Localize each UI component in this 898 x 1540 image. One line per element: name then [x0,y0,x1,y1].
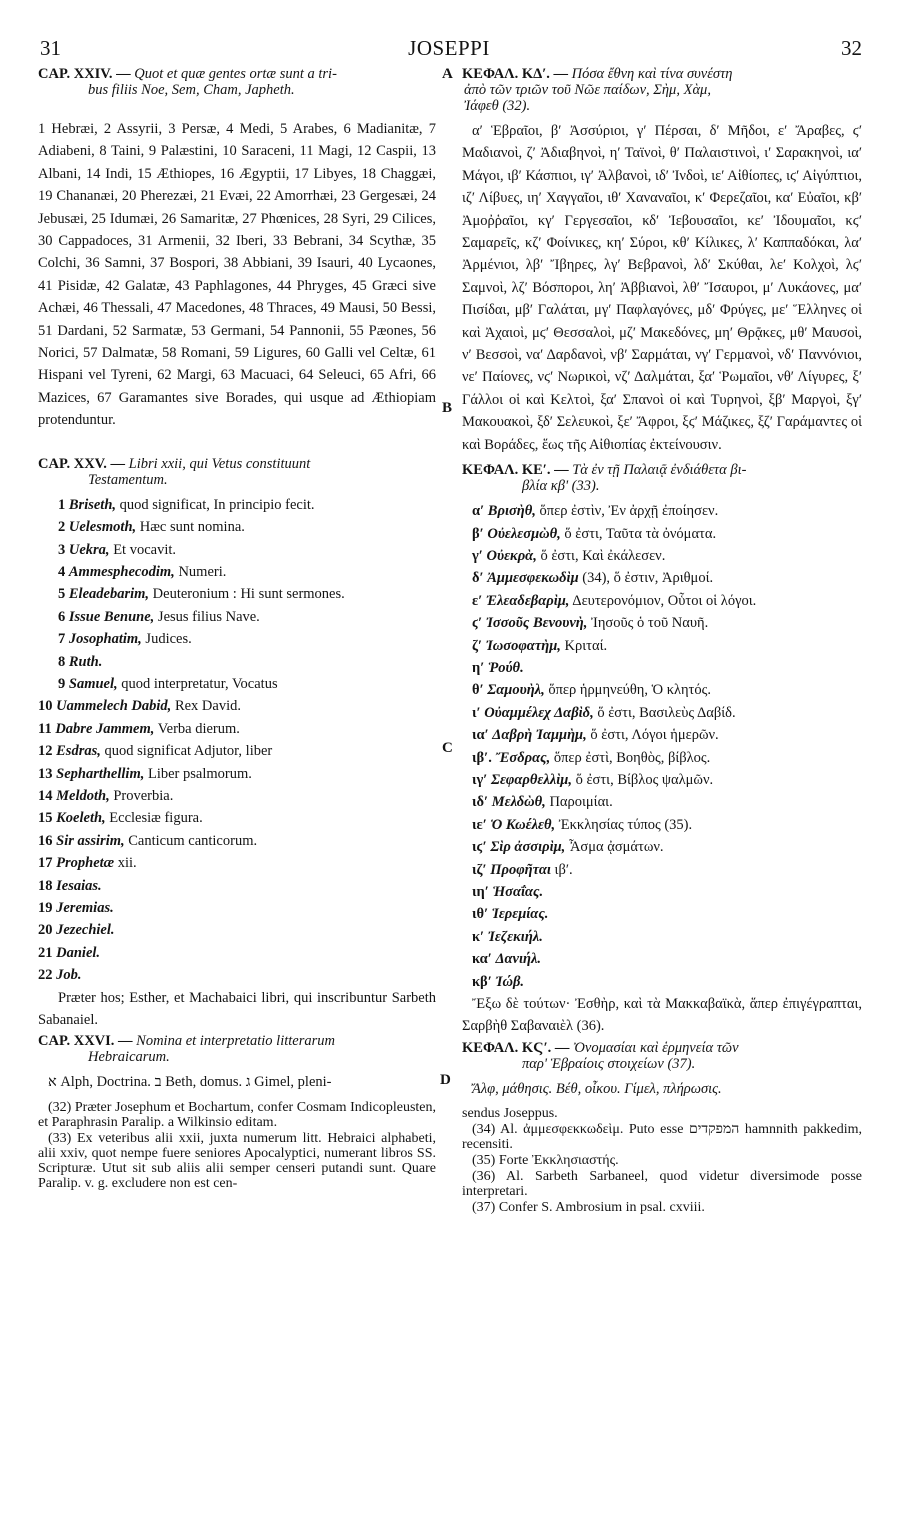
footnote: (36) Al. Sarbeth Sarbaneel, quod videtur diversimode posse interpretari. [462,1169,862,1200]
book-entry [38,875,436,897]
book-number: ιηʹ [472,884,489,900]
book-name: Uekra, [68,541,110,558]
chapter-title: Quot et quæ gentes ortæ sunt a tri- [134,66,337,82]
book-number: 6 [58,608,66,625]
alphabet-line-greek: Ἄλφ, μάθησις. Βέθ, οἶκου. Γίμελ, πλήρωσις. [472,1080,722,1097]
book-entry [38,695,436,717]
book-meaning: ὅ ἐστι, Λόγοι ἡμερῶν. [586,727,719,744]
book-name: Koeleth, [56,810,106,827]
chapter-title-cont [462,98,862,114]
book-name: Uelesmoth, [68,519,137,536]
book-name: Βρισὴθ, [487,503,536,520]
book-meaning: Hæc sunt nomina. [136,519,245,536]
book-entry [38,830,436,852]
book-number: αʹ [472,503,485,520]
book-meaning: xii. [114,855,137,872]
chapter-label: CAP. XXVI. — [38,1033,133,1050]
book-name: Ruth. [68,653,103,670]
margin-letter-d: D [440,1072,451,1088]
margin-letter-b: B [442,400,453,416]
book-number: θʹ [472,682,484,699]
chapter-title-cont [462,1056,862,1072]
book-entry [462,500,862,522]
chapter-heading-26-greek [462,1040,862,1056]
book-number: κβʹ [472,973,492,990]
book-name: Ἰεζεκιήλ. [487,928,543,945]
book-number: 5 [58,586,66,603]
book-name: Οὐαμμέλεχ Δαβὶδ, [484,704,594,721]
book-meaning: Ecclesiæ figura. [105,810,203,827]
book-name: Josophatim, [68,631,142,648]
book-entry [38,919,436,941]
chapter-title: Ὀνομασίαι καὶ ἑρμηνεία τῶν [573,1039,739,1056]
book-name: Briseth, [68,496,117,513]
book-meaning: Canticum canticorum. [124,832,258,849]
footnote: (33) Ex veteribus alii xxii, juxta numerum litt. Hebraici alphabeti, alii xxiv, quot nempe fuere seniores Apocalyptici, numerant libros SS. Scripturæ. Utut sit sub aliis alii semper censeri putandi sunt. Quare Paralip. v. g. excludere non est cen- [38,1130,436,1191]
page-number-right: 32 [841,36,862,60]
book-meaning: Judices. [141,631,192,648]
book-number: 7 [58,631,66,648]
book-number: 11 [38,720,52,737]
book-name: Ἡσαΐας. [492,884,544,900]
book-name: Οὐελεσμὼθ, [487,525,561,542]
book-number: 17 [38,855,53,872]
book-entry [462,791,862,813]
book-number: ϛʹ [472,615,483,632]
chapter-title-line3: Ἰάφεθ (32). [464,98,531,114]
books-list [38,494,436,987]
book-entry [38,516,436,538]
chapter-title-line2: Testamentum. [88,471,168,488]
book-number: ιθʹ [472,906,489,923]
book-number: 4 [58,563,66,580]
book-meaning: Jesus filius Nave. [154,608,260,625]
book-entry [38,606,436,628]
book-meaning: Liber psalmorum. [144,765,252,782]
book-name: Daniel. [56,944,101,961]
book-number: καʹ [472,951,492,968]
footnote: sendus Joseppus. [462,1106,558,1122]
book-number: ηʹ [472,659,485,676]
chapter-title-cont [38,82,436,98]
book-name: Σὶρ ἀσσιρὶμ, [490,839,566,856]
book-meaning: Ἆσμα ᾀσμάτων. [565,839,664,856]
book-name: Dabre Jammem, [55,720,155,737]
footnote: (32) Præter Josephum et Bochartum, confer Cosmam Indicopleusten, et Paraphrasin Paralip. a Wilkinsio editam. [38,1099,436,1130]
book-name: Ammesphecodim, [68,563,175,580]
book-number: εʹ [472,592,483,609]
book-entry [38,807,436,829]
footnote: (35) Forte Ἐκκλησιαστής. [472,1153,619,1169]
book-name: Ἐλεαδεβαρὶμ, [485,592,570,609]
chapter-label: CAP. XXV. — [38,455,126,472]
book-meaning: ὅ ἐστι, Βασιλεὺς Δαβίδ. [593,704,736,721]
book-entry [38,763,436,785]
page-number-left: 31 [40,36,61,60]
book-name: Ἀμμεσφεκωδὶμ [487,570,579,587]
book-number: ιδʹ [472,794,489,811]
chapter-title-line2: bus filiis Noe, Sem, Cham, Japheth. [88,82,295,98]
chapter-title-cont [38,1049,436,1065]
book-name: Prophetæ [56,855,115,872]
margin-letter-c: C [442,740,453,756]
book-meaning: Deuteronium : Hi sunt sermones. [149,586,345,603]
book-name: Σαμουὴλ, [487,682,545,699]
chapter-label: ΚΕΦΑΛ. ΚϚʹ. — [462,1039,570,1056]
book-entry [462,545,862,567]
book-entry [462,881,862,903]
book-entry [38,718,436,740]
book-entry [38,852,436,874]
book-number: 20 [38,922,53,939]
book-meaning: ὅπερ ἐστὶν, Ἐν ἀρχῇ ἐποίησεν. [535,503,719,520]
book-number: ιεʹ [472,816,487,833]
book-name: Eleadebarim, [68,586,150,603]
book-entry [462,903,862,925]
footnotes-right [462,1106,862,1215]
book-name: Ἔσδρας, [495,749,551,766]
book-entry [38,539,436,561]
book-name: Sir assirim, [56,832,125,849]
book-meaning: Ἰησοῦς ὁ τοῦ Ναυῆ. [587,615,709,632]
book-entry [462,971,862,993]
book-entry [38,740,436,762]
book-number: 10 [38,698,53,715]
book-name: Ἰωσοφατὴμ, [485,637,561,654]
book-meaning: (34), ὅ ἐστιν, Ἀριθμοί. [578,570,714,587]
chapter-title: Πόσα ἔθνη καὶ τίνα συνέστη [571,66,733,82]
nations-list: 1 Hebræi, 2 Assyrii, 3 Persæ, 4 Medi, 5 Arabes, 6 Madianitæ, 7 Adiabeni, 8 Taini, 9 Palæstini, 10 Saraceni, 11 Magi, 12 Caspii, 13 Albani, 14 Indi, 15 Æthiopes, 16 Ægyptii, 17 Libyes, 18 Chaggæi, 19 Chananæi, 20 Pherezæi, 21 Evæi, 22 Amorrhæi, 23 Gergesæi, 24 Jebusæi, 25 Idumæi, 26 Samaritæ, 27 Phœnices, 28 Syri, 29 Cilices, 30 Cappadoces, 31 Armenii, 32 Iberi, 33 Bebrani, 34 Scythæ, 35 Colchi, 36 Samni, 37 Bospori, 38 Abbiani, 39 Isauri, 40 Lycaones, 41 Pisidæ, 42 Galatæ, 43 Paphlagones, 44 Phryges, 45 Græci sive Achæi, 46 Thessali, 47 Macedones, 48 Thraces, 49 Mausi, 50 Bessi, 51 Dardani, 52 Sarmatæ, 53 Germani, 54 Pannonii, 55 Pæones, 56 Norici, 57 Dalmatæ, 58 Romani, 59 Ligures, 60 Galli vel Celtæ, 61 Hispani vel Tyreni, 62 Margi, 63 Macuaci, 64 Seleuci, 65 Afri, 66 Mazices, 67 Garamantes sive Borades, qui usque ad Æthiopiam protenduntur. [38,121,436,429]
book-meaning: quod interpretatur, Vocatus [117,675,278,692]
book-entry [462,836,862,858]
book-name: Jeremias. [56,900,114,916]
chapter-label: ΚΕΦΑΛ. ΚΕʹ. — [462,462,569,479]
book-name: Sepharthellim, [56,765,145,782]
chapter-title: Nomina et interpretatio litterarum [136,1033,335,1050]
latin-column [38,66,436,1192]
book-meaning: Proverbia. [109,787,174,804]
book-entry [462,567,862,589]
book-number: 15 [38,810,53,827]
book-number: βʹ [472,525,484,542]
book-entry [38,785,436,807]
book-entry [462,926,862,948]
book-entry [462,948,862,970]
book-number: ιβʹ. [472,749,492,766]
book-entry [462,702,862,724]
chapter-title-line2: ἀπὸ τῶν τριῶν τοῦ Νῶε παίδων, Σὴμ, Χὰμ, [464,82,711,98]
book-meaning: ὅ ἐστι, Βίβλος ψαλμῶν. [571,771,714,788]
book-number: 19 [38,900,53,916]
footnote: (37) Confer S. Ambrosium in psal. cxviii. [472,1200,705,1216]
book-number: ιʹ [472,704,481,721]
chapter-title-line2: βλία κβʹ (33). [522,478,600,495]
chapter-title-line2: παρ' Ἑβραίοις στοιχείων (37). [522,1055,696,1072]
book-entry [462,679,862,701]
book-name: Samuel, [68,675,118,692]
book-number: 1 [58,496,66,513]
book-name: Meldoth, [56,787,110,804]
books-list-greek [462,500,862,993]
book-number: 18 [38,877,53,894]
exo-paragraph: Ἔξω δὲ τούτων· Ἐσθὴρ, καὶ τὰ Μακκαβαϊκὰ, ἅπερ ἐπιγέγραπται, Σαρβὴθ Σαβαναιὲλ (36). [462,996,862,1035]
book-name: Σεφαρθελλὶμ, [490,771,572,788]
book-name: Esdras, [56,743,101,760]
chapter-label: CAP. XXIV. — [38,66,131,82]
book-name: Δαβρὴ Ἰαμμὴμ, [492,727,587,744]
praeter-paragraph: Præter hos; Esther, et Machabaici libri, qui inscribuntur Sarbeth Sabanaiel. [38,989,436,1029]
book-number: 3 [58,541,66,558]
book-name: Jezechiel. [56,922,115,939]
chapter-heading-25 [38,456,436,472]
book-name: Job. [56,967,82,984]
running-header [0,36,898,62]
alphabet-line: א Alph, Doctrina. ב Beth, domus. ג Gimel, pleni- [48,1074,332,1091]
book-entry [38,651,436,673]
book-name: Iesaias. [56,877,102,894]
chapter-label: ΚΕΦΑΛ. ΚΔʹ. — [462,66,569,82]
chapter-title-cont [38,472,436,488]
footnotes-left [38,1100,436,1191]
book-entry [38,561,436,583]
book-number: 13 [38,765,53,782]
book-name: Ἰσσοῦς Βενουνὴ, [485,615,588,632]
book-name: Ἱερεμίας. [491,906,549,923]
book-meaning: Ἐκκλησίας τύπος (35). [555,816,693,833]
book-number: 2 [58,519,66,536]
book-name: Μελδὼθ, [491,794,546,811]
book-number: 22 [38,967,53,984]
running-title: JOSEPPI [408,36,490,60]
chapter-title: Τὰ ἐν τῇ Παλαιᾷ ἐνδιάθετα βι- [572,462,747,479]
book-meaning: Κριταί. [560,637,608,654]
book-number: ιγʹ [472,771,488,788]
book-entry [462,769,862,791]
book-name: Uammelech Dabid, [56,698,172,715]
chapter-heading-26 [38,1033,436,1049]
chapter-title-cont [462,82,862,98]
book-number: ιζʹ [472,861,487,878]
book-number: γʹ [472,547,483,564]
book-meaning: ιβʹ. [550,861,573,878]
book-entry [38,942,436,964]
book-number: κʹ [472,928,485,945]
chapter-heading-24 [38,66,436,82]
book-meaning: Numeri. [174,563,227,580]
book-entry [462,523,862,545]
margin-letter-a: A [442,66,453,82]
footnote: (34) Al. ἀμμεσφεκκωδεὶμ. Puto esse המפקדים hamnnith pakkedim, recensiti. [462,1122,863,1153]
chapter-title-line2: Hebraicarum. [88,1049,170,1066]
book-number: 9 [58,675,66,692]
book-name: Ὁ Κωέλεθ, [490,816,556,833]
book-meaning: quod significat Adjutor, liber [100,743,273,760]
book-name: Ῥούθ. [487,659,524,676]
book-entry [462,590,862,612]
book-entry [38,964,436,986]
book-entry [462,612,862,634]
book-number: δʹ [472,570,484,587]
book-entry [462,657,862,679]
book-entry [462,859,862,881]
chapter-heading-25-greek [462,462,862,478]
chapter-title: Libri xxii, qui Vetus constituunt [128,455,311,472]
book-meaning: Verba dierum. [154,720,240,737]
book-entry [462,724,862,746]
book-meaning: Δευτερονόμιον, Οὗτοι οἱ λόγοι. [569,592,757,609]
book-entry [38,897,436,919]
book-meaning: Rex David. [171,698,241,715]
book-number: 21 [38,944,53,961]
book-meaning: ὅπερ ἐστὶ, Βοηθὸς, βίβλος. [550,749,711,766]
book-meaning: ὅπερ ἡρμηνεύθη, Ὁ κλητός. [544,682,711,699]
book-meaning: ὅ ἐστι, Ταῦτα τὰ ὀνόματα. [560,525,717,542]
book-meaning: Et vocavit. [109,541,177,558]
book-entry [462,747,862,769]
greek-column [462,66,862,1216]
book-number: 12 [38,743,53,760]
book-name: Ἰώβ. [495,973,525,990]
book-entry [462,635,862,657]
book-entry [38,673,436,695]
book-number: 14 [38,787,53,804]
book-number: ζʹ [472,637,483,654]
book-entry [38,628,436,650]
book-meaning: quod significat, In principio fecit. [116,496,315,513]
book-number: ιϛʹ [472,839,487,856]
book-name: Δανιήλ. [495,951,542,968]
book-meaning: Παροιμίαι. [545,794,613,811]
book-name: Οὐεκρὰ, [486,547,537,564]
book-entry [38,583,436,605]
book-meaning: ὅ ἐστι, Καὶ ἐκάλεσεν. [536,547,666,564]
book-entry [462,814,862,836]
chapter-heading-24-greek [462,66,862,82]
book-number: 8 [58,653,66,670]
book-number: ιαʹ [472,727,489,744]
book-number: 16 [38,832,53,849]
book-name: Προφῆται [490,861,551,878]
chapter-title-cont [462,478,862,494]
nations-list-greek: αʹ Ἑβραῖοι, βʹ Ἀσσύριοι, γʹ Πέρσαι, δʹ Μῆδοι, εʹ Ἄραβες, ϛʹ Μαδιανοὶ, ζʹ Ἀδιαβηνοὶ, ηʹ Ταϊνοὶ, θʹ Παλαιστινοὶ, ιʹ Σαρακηνοὶ, ιαʹ Μάγοι, ιβʹ Κάσπιοι, ιγʹ Ἀλβανοὶ, ιδʹ Ἰνδοὶ, ιεʹ Αἰθίοπες, ιϛʹ Αἰγύπτιοι, ιζʹ Λίβυες, ιηʹ Χαγγαῖοι, ιθʹ Χαναναῖοι, κʹ Φερεζαῖοι, καʹ Εὐαῖοι, κβʹ Ἀμοῤῥαῖοι, κγʹ Γεργεσαῖοι, κδʹ Ἰεβουσαῖοι, κεʹ Ἰδουμαῖοι, κϛʹ Σαμαρεῖς, κζʹ Φοίνικες, κηʹ Σύροι, κθʹ Κίλικες, λʹ Καππαδόκαι, λαʹ Ἀρμένιοι, λβʹ Ἴβηρες, λγʹ Βεβρανοὶ, λδʹ Σκύθαι, λεʹ Κολχοὶ, λϛʹ Σαμνοὶ, λζʹ Βόσποροι, ληʹ Ἀββιανοὶ, λθʹ Ἴσαυροι, μʹ Λυκάονες, μαʹ Πισίδαι, μβʹ Γαλάται, μγʹ Παφλαγόνες, μδʹ Φρύγες, μεʹ Ἕλληνες οἱ καὶ Ἀχαιοὶ, μϛʹ Θεσσαλοὶ, μζʹ Μακεδόνες, μηʹ Θρᾷκες, μθʹ Μαυσοὶ, νʹ Βεσσοὶ, ναʹ Δαρδανοὶ, νβʹ Σαρμάται, νγʹ Γερμανοὶ, νδʹ Παννόνιοι, νεʹ Παίονες, νϛʹ Νωρικοὶ, νζʹ Δαλμάται, ξαʹ Ῥωμαῖοι, νθʹ Λίγυρες, ξʹ Γάλλοι οἱ καὶ Κελτοὶ, ξαʹ Σπανοὶ οἱ καὶ Τυρηνοὶ, ξβʹ Μαργοὶ, ξγʹ Μακουακοὶ, ξδʹ Σελευκοὶ, ξεʹ Ἄφροι, ξϛʹ Μάζικες, ξζʹ Γαράμαντες οἱ καὶ Βοράδες, ἕως τῆς Αἰθιοπίας ἐκτείνουσιν. [462,123,862,453]
book-entry [38,494,436,516]
book-name: Issue Benune, [68,608,155,625]
